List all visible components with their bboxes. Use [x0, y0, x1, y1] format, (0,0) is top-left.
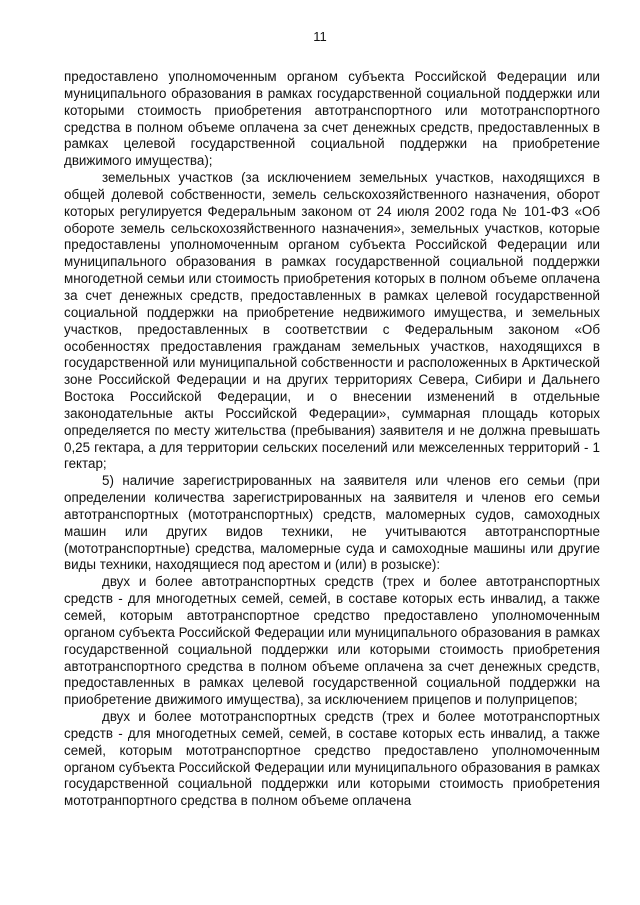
paragraph-mototransport: двух и более мототранспортных средств (трех и более мототранспортных средств - для многодетных семей, семей, в составе которых есть инвалид, а также семей, которым мототранспортное средство предоставлено уполномоченным органом субъекта Российской Федерации или муниципального образования в рамках государственной социальной поддержки или которыми стоимость приобретения мототранпортного средства в полном объеме оплачена — [64, 709, 600, 809]
document-body — [64, 69, 600, 810]
paragraph-item-5: 5) наличие зарегистрированных на заявителя или членов его семьи (при определении количества зарегистрированных на заявителя и членов его семьи автотранспортных (мототранспортных) средств, маломерных судов, самоходных машин или других видов техники, не учитываются автотранспортные (мототранспортные) средства, маломерные суда и самоходные машины или другие виды техники, находящиеся под арестом и (или) в розыске): — [64, 473, 600, 573]
paragraph-continuation: предоставлено уполномоченным органом субъекта Российской Федерации или муниципального образования в рамках государственной социальной поддержки или которыми стоимость приобретения автотранспортного или мототранспортного средства в полном объеме оплачена за счет денежных средств, предоставленных в рамках целевой государственной социальной поддержки на приобретение движимого имущества); — [64, 69, 600, 169]
paragraph-autotransport: двух и более автотранспортных средств (трех и более автотранспортных средств - для многодетных семей, семей, в составе которых есть инвалид, а также семей, которым автотранспортное средство предоставлено уполномоченным органом субъекта Российской Федерации или муниципального образования в рамках государственной социальной поддержки или которыми стоимость приобретения автотранспортного средства в полном объеме оплачена за счет денежных средств, предоставленных в рамках целевой государственной социальной поддержки на приобретение движимого имущества), за исключением прицепов и полуприцепов; — [64, 574, 600, 708]
page-number: 11 — [313, 29, 327, 44]
paragraph-land-plots: земельных участков (за исключением земельных участков, находящихся в общей долевой собственности, земель сельскохозяйственного назначения, оборот которых регулируется Федеральным законом от 24 июля 2002 года № 101-ФЗ «Об обороте земель сельскохозяйственного назначения», земельных участков, которые предоставлены уполномоченным органом субъекта Российской Федерации или муниципального образования в рамках государственной социальной поддержки многодетной семьи или стоимость приобретения которых в полном объеме оплачена за счет денежных средств, предоставленных в рамках целевой государственной социальной поддержки на приобретение недвижимого имущества, и земельных участков, предоставленных в соответствии с Федеральным законом «Об особенностях предоставления гражданам земельных участков, находящихся в государственной или муниципальной собственности и расположенных в Арктической зоне Российской Федерации и на других территориях Севера, Сибири и Дальнего Востока Российской Федерации, и о внесении изменений в отдельные законодательные акты Российской Федерации», суммарная площадь которых определяется по месту жительства (пребывания) заявителя и не должна превышать 0,25 гектара, а для территории сельских поселений или межселенных территорий - 1 гектар; — [64, 170, 600, 472]
